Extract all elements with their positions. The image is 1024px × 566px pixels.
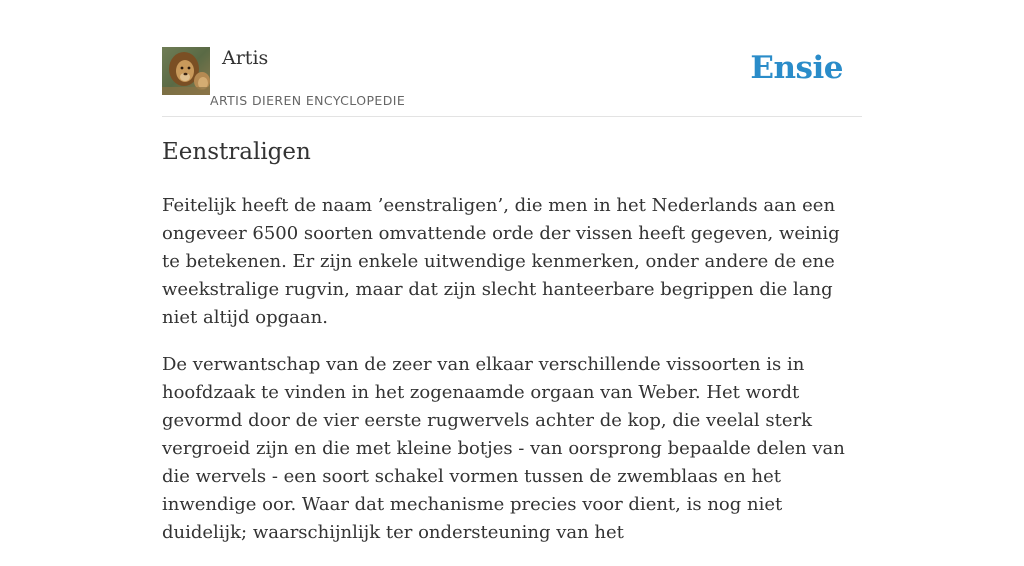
encyclopedia-subtitle[interactable]: ARTIS DIEREN ENCYCLOPEDIE	[210, 93, 406, 108]
paragraph: Feitelijk heeft de naam ’eenstraligen’, die men in het Nederlands aan een ongeveer 6500 soorten omvattende orde der vissen heeft gegeven, weinig te betekenen. Er zijn enkele uitwendige kenmerken, onder andere de ene weekstralige rugvin, maar dat zijn slecht hanteerbare begrippen die lang niet altijd opgaan.	[162, 195, 840, 328]
article-title: Eenstraligen	[162, 139, 311, 165]
author-avatar[interactable]	[162, 47, 210, 95]
ensie-logo[interactable]: Ensie	[750, 50, 843, 86]
paragraph: De verwantschap van de zeer van elkaar verschillende vissoorten is in hoofdzaak te vinden in het zogenaamde orgaan van Weber. Het wordt gevormd door de vier eerste rugwervels achter de kop, die veelal sterk vergroeid zijn en die met kleine botjes - van oorsprong bepaalde delen van die wervels - een soort schakel vormen tussen de zwemblaas en het inwendige oor. Waar dat mechanisme precies voor dient, is nog niet duidelijk; waarschijnlijk ter ondersteuning van het	[162, 354, 845, 543]
article-body	[162, 192, 862, 566]
lion-avatar-image	[162, 47, 210, 95]
header	[162, 46, 862, 117]
author-link[interactable]: Artis	[222, 47, 269, 69]
